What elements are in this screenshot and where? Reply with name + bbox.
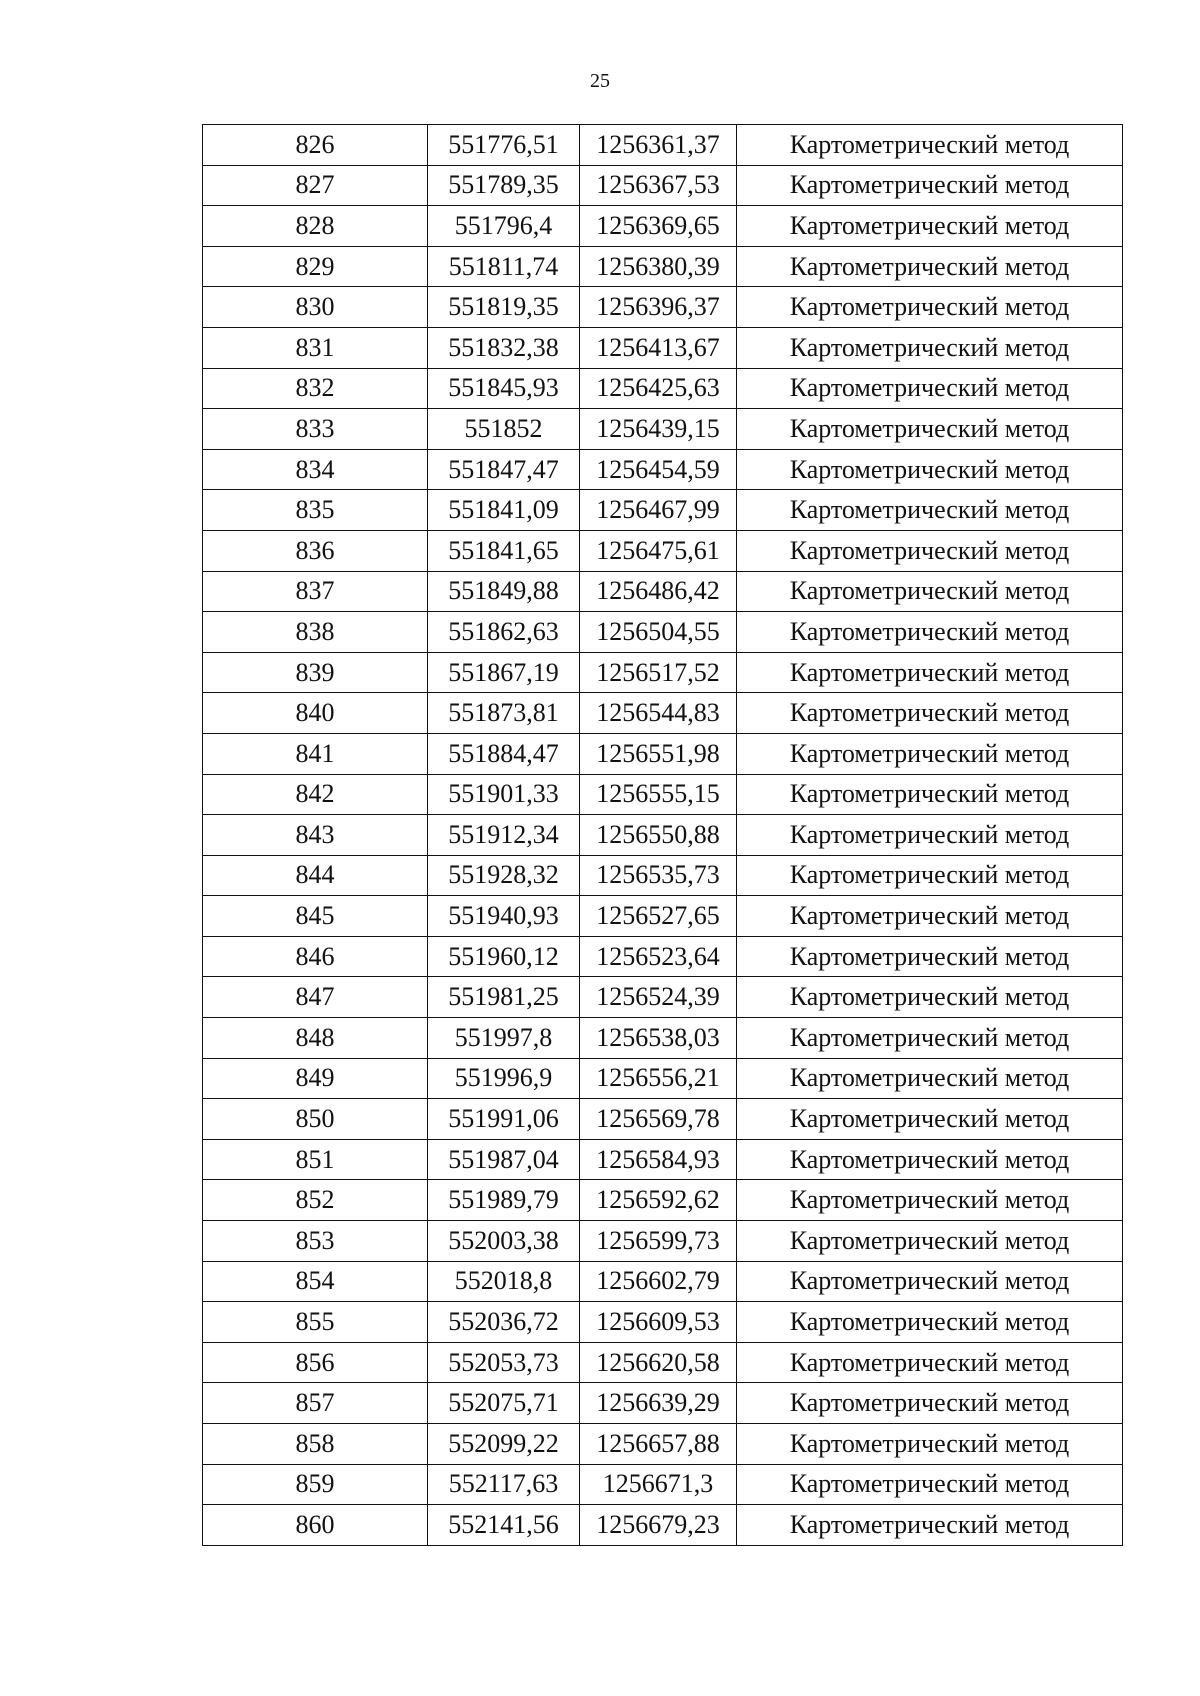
method-cell: Картометрический метод	[737, 855, 1123, 896]
y-coordinate-cell: 1256620,58	[580, 1342, 737, 1383]
x-coordinate-cell: 551867,19	[428, 652, 580, 693]
point-number-cell: 836	[203, 530, 428, 571]
method-cell: Картометрический метод	[737, 1261, 1123, 1302]
point-number-cell: 829	[203, 246, 428, 287]
point-number-cell: 848	[203, 1018, 428, 1059]
x-coordinate-cell: 551811,74	[428, 246, 580, 287]
x-coordinate-cell: 551841,09	[428, 490, 580, 531]
method-cell: Картометрический метод	[737, 896, 1123, 937]
x-coordinate-cell: 551819,35	[428, 287, 580, 328]
y-coordinate-cell: 1256599,73	[580, 1221, 737, 1262]
table-row	[203, 1424, 1123, 1465]
x-coordinate-cell: 551873,81	[428, 693, 580, 734]
method-cell: Картометрический метод	[737, 327, 1123, 368]
table-row	[203, 1383, 1123, 1424]
y-coordinate-cell: 1256517,52	[580, 652, 737, 693]
y-coordinate-cell: 1256550,88	[580, 815, 737, 856]
method-cell: Картометрический метод	[737, 165, 1123, 206]
y-coordinate-cell: 1256486,42	[580, 571, 737, 612]
method-cell: Картометрический метод	[737, 206, 1123, 247]
method-cell: Картометрический метод	[737, 368, 1123, 409]
table-row	[203, 1139, 1123, 1180]
point-number-cell: 854	[203, 1261, 428, 1302]
y-coordinate-cell: 1256524,39	[580, 977, 737, 1018]
x-coordinate-cell: 551852	[428, 409, 580, 450]
point-number-cell: 851	[203, 1139, 428, 1180]
method-cell: Картометрический метод	[737, 1383, 1123, 1424]
point-number-cell: 832	[203, 368, 428, 409]
table-row	[203, 815, 1123, 856]
y-coordinate-cell: 1256555,15	[580, 774, 737, 815]
y-coordinate-cell: 1256361,37	[580, 125, 737, 166]
method-cell: Картометрический метод	[737, 774, 1123, 815]
point-number-cell: 837	[203, 571, 428, 612]
y-coordinate-cell: 1256671,3	[580, 1464, 737, 1505]
point-number-cell: 856	[203, 1342, 428, 1383]
method-cell: Картометрический метод	[737, 1424, 1123, 1465]
x-coordinate-cell: 551862,63	[428, 612, 580, 653]
x-coordinate-cell: 551849,88	[428, 571, 580, 612]
x-coordinate-cell: 551884,47	[428, 733, 580, 774]
y-coordinate-cell: 1256527,65	[580, 896, 737, 937]
y-coordinate-cell: 1256380,39	[580, 246, 737, 287]
table-row	[203, 368, 1123, 409]
table-row	[203, 774, 1123, 815]
x-coordinate-cell: 551991,06	[428, 1099, 580, 1140]
table-row	[203, 165, 1123, 206]
table-row	[203, 327, 1123, 368]
point-number-cell: 858	[203, 1424, 428, 1465]
y-coordinate-cell: 1256413,67	[580, 327, 737, 368]
x-coordinate-cell: 551928,32	[428, 855, 580, 896]
point-number-cell: 833	[203, 409, 428, 450]
table-row	[203, 530, 1123, 571]
x-coordinate-cell: 551776,51	[428, 125, 580, 166]
method-cell: Картометрический метод	[737, 652, 1123, 693]
point-number-cell: 857	[203, 1383, 428, 1424]
x-coordinate-cell: 551789,35	[428, 165, 580, 206]
coordinates-table	[202, 124, 1123, 1546]
table-row	[203, 977, 1123, 1018]
table-row	[203, 125, 1123, 166]
point-number-cell: 859	[203, 1464, 428, 1505]
table-row	[203, 1505, 1123, 1546]
y-coordinate-cell: 1256475,61	[580, 530, 737, 571]
y-coordinate-cell: 1256639,29	[580, 1383, 737, 1424]
x-coordinate-cell: 551832,38	[428, 327, 580, 368]
y-coordinate-cell: 1256556,21	[580, 1058, 737, 1099]
table-row	[203, 1180, 1123, 1221]
method-cell: Картометрический метод	[737, 1342, 1123, 1383]
point-number-cell: 826	[203, 125, 428, 166]
x-coordinate-cell: 551845,93	[428, 368, 580, 409]
x-coordinate-cell: 551989,79	[428, 1180, 580, 1221]
point-number-cell: 834	[203, 449, 428, 490]
point-number-cell: 855	[203, 1302, 428, 1343]
method-cell: Картометрический метод	[737, 125, 1123, 166]
x-coordinate-cell: 551847,47	[428, 449, 580, 490]
method-cell: Картометрический метод	[737, 1180, 1123, 1221]
table-row	[203, 1302, 1123, 1343]
point-number-cell: 846	[203, 936, 428, 977]
point-number-cell: 830	[203, 287, 428, 328]
table-row	[203, 490, 1123, 531]
table-row	[203, 733, 1123, 774]
y-coordinate-cell: 1256602,79	[580, 1261, 737, 1302]
table-row	[203, 1058, 1123, 1099]
x-coordinate-cell: 551912,34	[428, 815, 580, 856]
y-coordinate-cell: 1256396,37	[580, 287, 737, 328]
table-row	[203, 571, 1123, 612]
y-coordinate-cell: 1256592,62	[580, 1180, 737, 1221]
x-coordinate-cell: 551940,93	[428, 896, 580, 937]
point-number-cell: 849	[203, 1058, 428, 1099]
method-cell: Картометрический метод	[737, 1505, 1123, 1546]
point-number-cell: 839	[203, 652, 428, 693]
method-cell: Картометрический метод	[737, 977, 1123, 1018]
method-cell: Картометрический метод	[737, 1302, 1123, 1343]
y-coordinate-cell: 1256535,73	[580, 855, 737, 896]
method-cell: Картометрический метод	[737, 1099, 1123, 1140]
y-coordinate-cell: 1256467,99	[580, 490, 737, 531]
y-coordinate-cell: 1256569,78	[580, 1099, 737, 1140]
y-coordinate-cell: 1256609,53	[580, 1302, 737, 1343]
point-number-cell: 850	[203, 1099, 428, 1140]
y-coordinate-cell: 1256551,98	[580, 733, 737, 774]
y-coordinate-cell: 1256425,63	[580, 368, 737, 409]
x-coordinate-cell: 552053,73	[428, 1342, 580, 1383]
x-coordinate-cell: 552141,56	[428, 1505, 580, 1546]
x-coordinate-cell: 552117,63	[428, 1464, 580, 1505]
method-cell: Картометрический метод	[737, 246, 1123, 287]
point-number-cell: 842	[203, 774, 428, 815]
method-cell: Картометрический метод	[737, 530, 1123, 571]
table-row	[203, 1464, 1123, 1505]
point-number-cell: 853	[203, 1221, 428, 1262]
y-coordinate-cell: 1256369,65	[580, 206, 737, 247]
table-row	[203, 693, 1123, 734]
y-coordinate-cell: 1256584,93	[580, 1139, 737, 1180]
table-row	[203, 936, 1123, 977]
method-cell: Картометрический метод	[737, 1058, 1123, 1099]
table-row	[203, 1099, 1123, 1140]
point-number-cell: 828	[203, 206, 428, 247]
table-row	[203, 855, 1123, 896]
method-cell: Картометрический метод	[737, 287, 1123, 328]
x-coordinate-cell: 551841,65	[428, 530, 580, 571]
table-row	[203, 1342, 1123, 1383]
point-number-cell: 843	[203, 815, 428, 856]
point-number-cell: 831	[203, 327, 428, 368]
x-coordinate-cell: 551960,12	[428, 936, 580, 977]
coordinates-table-body	[203, 125, 1123, 1546]
table-row	[203, 287, 1123, 328]
method-cell: Картометрический метод	[737, 815, 1123, 856]
y-coordinate-cell: 1256523,64	[580, 936, 737, 977]
x-coordinate-cell: 551796,4	[428, 206, 580, 247]
point-number-cell: 838	[203, 612, 428, 653]
table-row	[203, 246, 1123, 287]
table-row	[203, 612, 1123, 653]
x-coordinate-cell: 551996,9	[428, 1058, 580, 1099]
y-coordinate-cell: 1256679,23	[580, 1505, 737, 1546]
point-number-cell: 835	[203, 490, 428, 531]
x-coordinate-cell: 552018,8	[428, 1261, 580, 1302]
page-number: 25	[590, 70, 610, 92]
point-number-cell: 860	[203, 1505, 428, 1546]
x-coordinate-cell: 551981,25	[428, 977, 580, 1018]
x-coordinate-cell: 551901,33	[428, 774, 580, 815]
table-row	[203, 409, 1123, 450]
y-coordinate-cell: 1256439,15	[580, 409, 737, 450]
x-coordinate-cell: 552036,72	[428, 1302, 580, 1343]
table-row	[203, 206, 1123, 247]
table-row	[203, 652, 1123, 693]
method-cell: Картометрический метод	[737, 733, 1123, 774]
point-number-cell: 841	[203, 733, 428, 774]
method-cell: Картометрический метод	[737, 449, 1123, 490]
method-cell: Картометрический метод	[737, 571, 1123, 612]
method-cell: Картометрический метод	[737, 1018, 1123, 1059]
y-coordinate-cell: 1256504,55	[580, 612, 737, 653]
y-coordinate-cell: 1256454,59	[580, 449, 737, 490]
method-cell: Картометрический метод	[737, 409, 1123, 450]
point-number-cell: 840	[203, 693, 428, 734]
point-number-cell: 847	[203, 977, 428, 1018]
y-coordinate-cell: 1256538,03	[580, 1018, 737, 1059]
y-coordinate-cell: 1256544,83	[580, 693, 737, 734]
y-coordinate-cell: 1256367,53	[580, 165, 737, 206]
method-cell: Картометрический метод	[737, 612, 1123, 653]
table-row	[203, 449, 1123, 490]
x-coordinate-cell: 552003,38	[428, 1221, 580, 1262]
method-cell: Картометрический метод	[737, 693, 1123, 734]
table-row	[203, 1221, 1123, 1262]
x-coordinate-cell: 552099,22	[428, 1424, 580, 1465]
method-cell: Картометрический метод	[737, 1139, 1123, 1180]
method-cell: Картометрический метод	[737, 1464, 1123, 1505]
method-cell: Картометрический метод	[737, 490, 1123, 531]
table-row	[203, 1261, 1123, 1302]
x-coordinate-cell: 551997,8	[428, 1018, 580, 1059]
method-cell: Картометрический метод	[737, 1221, 1123, 1262]
x-coordinate-cell: 551987,04	[428, 1139, 580, 1180]
table-row	[203, 1018, 1123, 1059]
table-row	[203, 896, 1123, 937]
y-coordinate-cell: 1256657,88	[580, 1424, 737, 1465]
point-number-cell: 844	[203, 855, 428, 896]
point-number-cell: 845	[203, 896, 428, 937]
x-coordinate-cell: 552075,71	[428, 1383, 580, 1424]
point-number-cell: 827	[203, 165, 428, 206]
point-number-cell: 852	[203, 1180, 428, 1221]
method-cell: Картометрический метод	[737, 936, 1123, 977]
